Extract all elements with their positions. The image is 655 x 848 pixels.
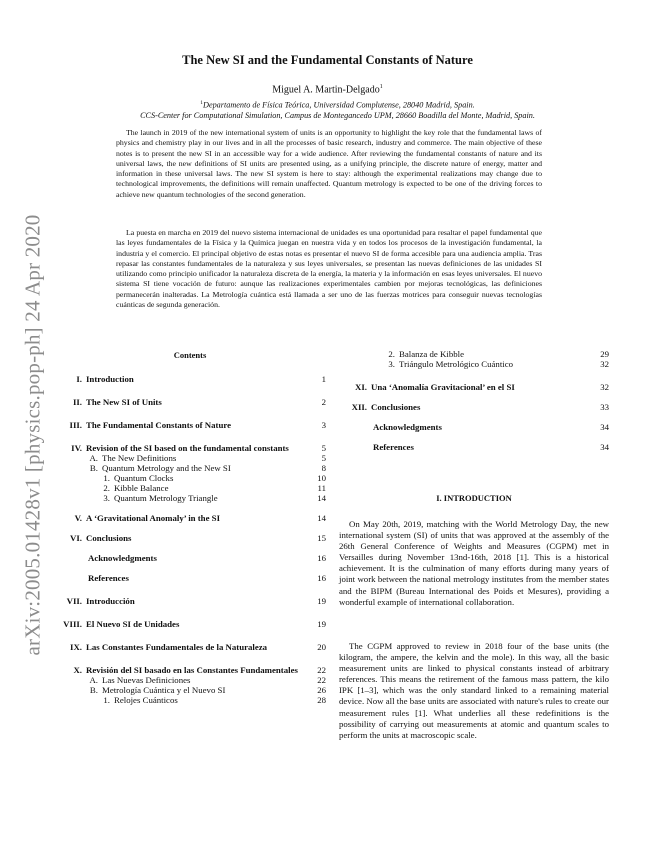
toc-entry-page: 16 — [317, 553, 326, 563]
toc-entry-page: 32 — [600, 359, 609, 369]
toc-entry-number: 3. — [388, 359, 395, 369]
toc-entry-label: Acknowledgments — [373, 422, 442, 432]
toc-entry-label: Las Constantes Fundamentales de la Naturaleza — [86, 642, 268, 652]
toc-entry-page: 34 — [600, 422, 609, 432]
toc-entry-label: The New SI of Units — [86, 397, 162, 407]
toc-entry[interactable] — [339, 359, 609, 369]
toc-entry-page: 22 — [317, 675, 326, 685]
toc-entry[interactable] — [54, 573, 326, 583]
toc-entry-page: 11 — [317, 483, 326, 493]
intro-paragraph-1: On May 20th, 2019, matching with the World Metrology Day, the new international system (SI) of units that was approved at the assembly of the 26th General Conference of Weights and Measures (CGPM) met in Versailles during November 13nd-16th, 2018 [1]. This is a historical achievement. It is the culmination of many efforts during many years of joint work between the national metrology institutes from the member states and the BIPM (Bureau International des Poids et Mesures), providing a wonderful example of international collaboration. — [339, 519, 609, 607]
toc-entry-label: Quantum Metrology Triangle — [114, 493, 218, 503]
toc-entry-label: References — [88, 573, 129, 583]
toc-entry[interactable] — [54, 596, 326, 606]
toc-entry-label: Metrología Cuántica y el Nuevo SI — [102, 685, 226, 695]
toc-entry[interactable] — [54, 374, 326, 384]
toc-entry[interactable] — [54, 642, 326, 652]
toc-entry-page: 14 — [317, 513, 326, 523]
toc-entry-label: References — [373, 442, 414, 452]
toc-entry-number: 2. — [388, 349, 395, 359]
toc-entry[interactable] — [54, 483, 326, 493]
toc-entry-number: 3. — [103, 493, 110, 503]
toc-entry-page: 2 — [321, 397, 326, 407]
toc-entry[interactable] — [339, 349, 609, 359]
toc-entry[interactable] — [54, 473, 326, 483]
toc-entry[interactable] — [54, 665, 326, 675]
toc-entry-number: VI. — [70, 533, 82, 543]
toc-entry[interactable] — [54, 553, 326, 563]
toc-entry[interactable] — [339, 402, 609, 412]
toc-entry-label: Acknowledgments — [88, 553, 157, 563]
toc-entry-number: I. — [76, 374, 82, 384]
toc-entry[interactable] — [54, 685, 326, 695]
toc-entry-number: IX. — [70, 642, 82, 652]
toc-entry[interactable] — [54, 493, 326, 503]
toc-entry[interactable] — [54, 695, 326, 705]
toc-entry[interactable] — [54, 513, 326, 523]
author-line — [0, 84, 655, 95]
toc-entry-label: The New Definitions — [102, 453, 177, 463]
toc-entry-label: Revision of the SI based on the fundamental constants — [86, 443, 289, 453]
toc-entry-label: Conclusions — [86, 533, 132, 543]
toc-entry-label: Kibble Balance — [114, 483, 169, 493]
toc-entry-label: Conclusiones — [371, 402, 421, 412]
toc-entry-page: 19 — [317, 619, 326, 629]
toc-entry[interactable] — [54, 397, 326, 407]
paper-title: The New SI and the Fundamental Constants of Nature — [182, 53, 473, 67]
toc-entry-label: El Nuevo SI de Unidades — [86, 619, 180, 629]
toc-entry[interactable] — [54, 463, 326, 473]
intro-paragraph-2: The CGPM approved to review in 2018 four of the base units (the kilogram, the ampere, the kelvin and the mole). In this way, all the basic measurement units are linked to physical constants instead of arbitrary references. This means the retirement of the famous mass pattern, the kilo IPK [1–3], which was the only standard linked to a remaining material device. Now all the base units are associated with nature's rules to create our measurement rules [1]. What underlies all these redefinitions is the possibility of carrying out measurements at atomic and quantum scales to perform the units at macroscopic scale. — [339, 641, 609, 740]
toc-entry-label: Quantum Clocks — [114, 473, 174, 483]
affiliation-1 — [60, 100, 615, 110]
toc-entry[interactable] — [54, 453, 326, 463]
toc-entry-label: A ‘Gravitational Anomaly’ in the SI — [86, 513, 220, 523]
toc-entry-number: B. — [89, 463, 98, 473]
affiliation-1-text: Departamento de Física Teórica, Universidad Complutense, 28040 Madrid, Spain. — [203, 100, 475, 110]
toc-entry-number: XII. — [351, 402, 367, 412]
author-superscript: 1 — [379, 84, 383, 90]
arxiv-stamp — [8, 175, 58, 695]
toc-entry[interactable] — [339, 442, 609, 452]
toc-entry-number: B. — [89, 685, 98, 695]
toc-entry-label: The Fundamental Constants of Nature — [86, 420, 231, 430]
toc-entry-page: 10 — [317, 473, 326, 483]
toc-entry-label: Balanza de Kibble — [399, 349, 464, 359]
table-of-contents-right — [339, 349, 609, 452]
toc-entry-page: 3 — [321, 420, 326, 430]
toc-entry-page: 19 — [317, 596, 326, 606]
section-heading-introduction: I. INTRODUCTION — [436, 493, 512, 503]
toc-entry-page: 1 — [321, 374, 326, 384]
affiliation-2: CCS-Center for Computational Simulation, Campus de Montegancedo UPM, 28660 Boadilla del Monte, Madrid, Spain. — [140, 111, 535, 120]
toc-entry-page: 29 — [600, 349, 609, 359]
toc-entry-label: Quantum Metrology and the New SI — [102, 463, 231, 473]
toc-entry-number: X. — [73, 665, 82, 675]
toc-entry-page: 16 — [317, 573, 326, 583]
contents-heading: Contents — [173, 350, 207, 360]
toc-entry-label: Relojes Cuánticos — [114, 695, 178, 705]
arxiv-identifier: arXiv:2005.01428v1 [physics.pop-ph] 24 Apr 2020 — [20, 214, 45, 656]
toc-entry-number: 2. — [103, 483, 110, 493]
toc-entry-number: III. — [69, 420, 82, 430]
toc-entry-number: XI. — [355, 382, 367, 392]
toc-entry-page: 32 — [600, 382, 609, 392]
toc-entry-page: 34 — [600, 442, 609, 452]
toc-entry[interactable] — [54, 675, 326, 685]
toc-entry-number: A. — [89, 453, 98, 463]
toc-entry-label: Introduction — [86, 374, 134, 384]
toc-entry-label: Revisión del SI basado en las Constantes Fundamentales — [86, 665, 298, 675]
toc-entry-page: 33 — [600, 402, 609, 412]
toc-entry[interactable] — [54, 619, 326, 629]
toc-entry-label: Una ‘Anomalía Gravitacional’ en el SI — [371, 382, 515, 392]
toc-entry[interactable] — [339, 382, 609, 392]
toc-entry-page: 14 — [317, 493, 326, 503]
toc-entry-number: VII. — [66, 596, 82, 606]
toc-entry-page: 20 — [317, 642, 326, 652]
toc-entry-page: 8 — [321, 463, 326, 473]
author-name: Miguel A. Martin-Delgado — [272, 84, 380, 96]
toc-entry[interactable] — [54, 533, 326, 543]
toc-entry-label: Las Nuevas Definiciones — [102, 675, 191, 685]
toc-entry-number: II. — [72, 397, 82, 407]
table-of-contents-left — [54, 374, 326, 705]
toc-entry-number: A. — [89, 675, 98, 685]
toc-entry-page: 26 — [317, 685, 326, 695]
toc-entry[interactable] — [339, 422, 609, 432]
toc-entry-page: 22 — [317, 665, 326, 675]
toc-entry-number: 1. — [103, 473, 110, 483]
toc-entry-label: Triángulo Metrológico Cuántico — [399, 359, 514, 369]
toc-entry[interactable] — [54, 443, 326, 453]
toc-entry-label: Introducción — [86, 596, 135, 606]
toc-entry-page: 5 — [321, 443, 326, 453]
toc-entry[interactable] — [54, 420, 326, 430]
toc-entry-number: 1. — [103, 695, 110, 705]
toc-entry-number: VIII. — [63, 619, 82, 629]
toc-entry-page: 28 — [317, 695, 326, 705]
abstract-english: The launch in 2019 of the new international system of units is an opportunity to highlight the key role that the fundamental laws of physics and chemistry play in our lives and in all the processes of basic research, industry and commerce. The main objective of these notes is to present the new SI in an accessible way for a wide audience. After reviewing the fundamental constants of nature and its universal laws, the new definitions of SI units are presented using, as a unifying principle, the discrete nature of energy, matter and information in these universal laws. The new SI system is here to stay: although the experimental realizations may change due to technological improvements, the definitions will remain unaffected. Quantum metrology is expected to be one of the driving forces to achieve new quantum technologies of the second generation. — [116, 128, 542, 199]
affiliation-superscript: 1 — [200, 100, 204, 106]
toc-entry-number: V. — [74, 513, 82, 523]
abstract-spanish: La puesta en marcha en 2019 del nuevo sistema internacional de unidades es una oportunidad para resaltar el papel fundamental que las leyes fundamentales de la Física y la Química juegan en nuestra vida y en todos los procesos de la investigación fundamental, la industria y el comercio. El principal objetivo de estas notas es presentar el nuevo SI de forma accesible para una audiencia amplia. Tras repasar las constantes fundamentales de la naturaleza y sus leyes universales, se presentan las nuevas definiciones de las unidades SI utilizando como principio unificador la naturaleza discreta de la energía, la materia y la información en esas leyes universales. El nuevo sistema SI tiene vocación de futuro: aunque las realizaciones experimentales cambien por mejoras tecnológicas, las definiciones permanecerán inalteradas. La Metrología cuántica está llamada a ser uno de las fuerzas motrices para conseguir nuevas tecnologías cuánticas de segunda generación. — [116, 228, 542, 310]
toc-entry-page: 15 — [317, 533, 326, 543]
toc-entry-page: 5 — [321, 453, 326, 463]
toc-entry-number: IV. — [71, 443, 82, 453]
